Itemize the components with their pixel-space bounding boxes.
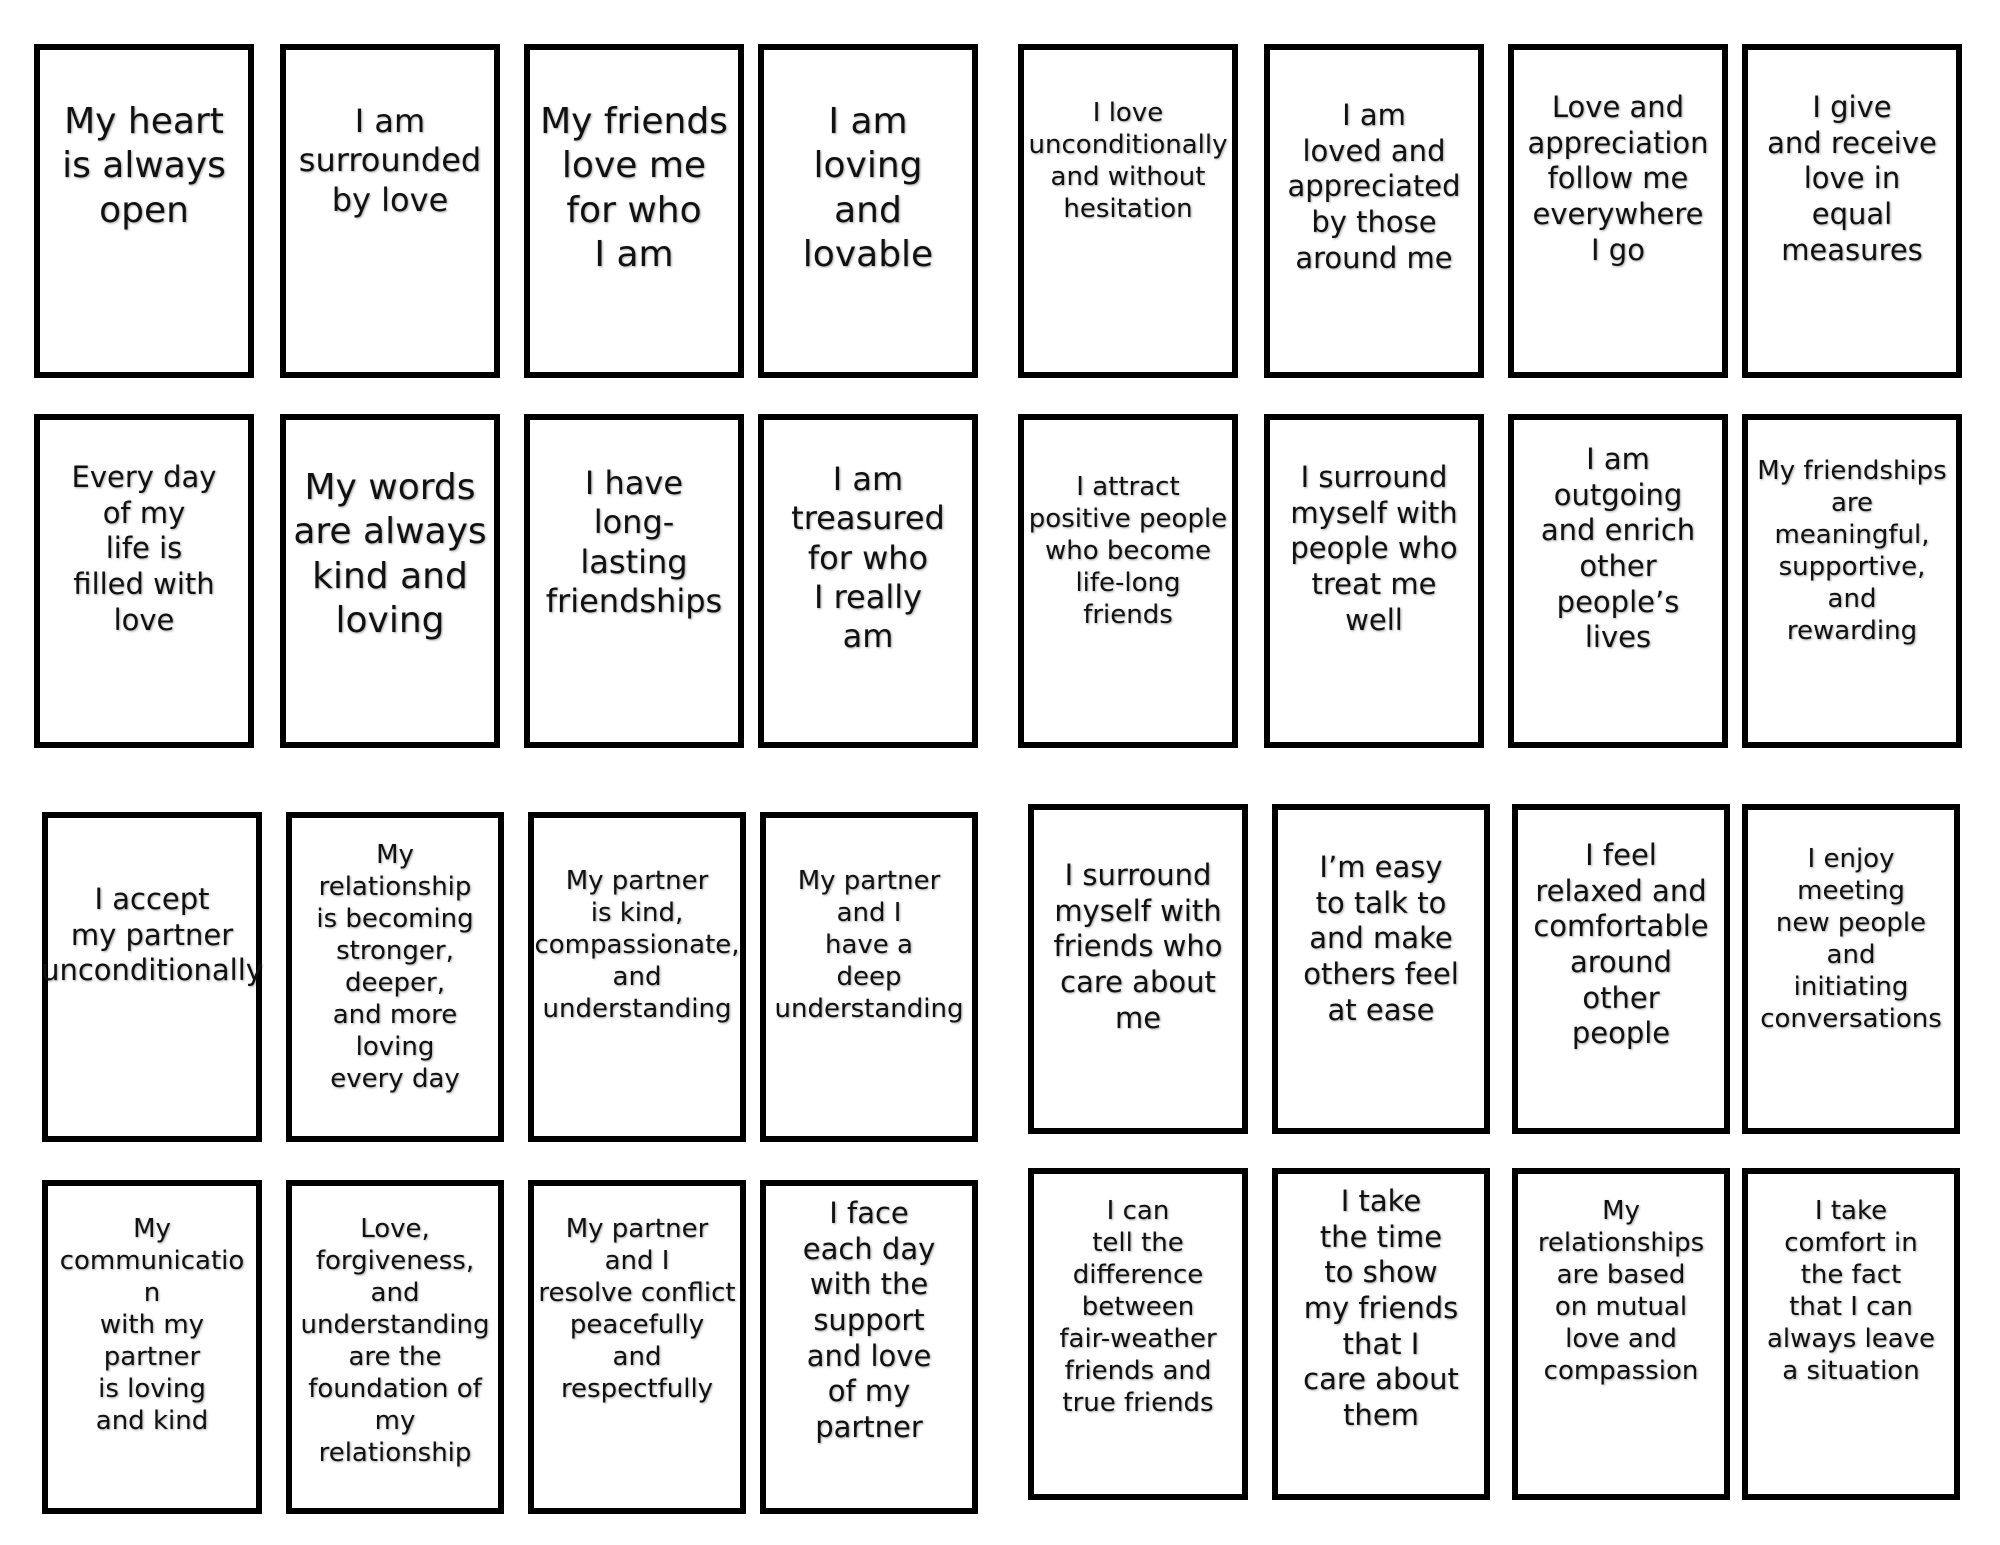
card-text: My partner and I have a deep understanding — [774, 866, 964, 1024]
affirmation-card — [1028, 804, 1248, 1134]
card-text: My friendships are meaningful, supportive, and rewarding — [1757, 456, 1947, 646]
card-text: I am treasured for who I really am — [791, 460, 945, 656]
card-text: I am outgoing and enrich other people’s lives — [1540, 442, 1696, 655]
card-text: I am surrounded by love — [298, 102, 482, 219]
card-text: I can tell the difference between fair-weather friends and true friends — [1059, 1196, 1217, 1418]
affirmation-card — [528, 812, 746, 1142]
card-text: I surround myself with friends who care about me — [1053, 858, 1223, 1035]
affirmation-card — [280, 414, 500, 748]
card-text: My words are always kind and loving — [293, 467, 487, 641]
card-text: My partner and I resolve conflict peacefully and respectfully — [538, 1214, 736, 1404]
affirmation-card — [1512, 804, 1730, 1134]
affirmation-card — [1264, 44, 1484, 378]
affirmation-card — [42, 1180, 262, 1514]
affirmation-card — [286, 1180, 504, 1514]
card-text: My relationships are based on mutual love and compassion — [1537, 1196, 1705, 1386]
card-text: I take comfort in the fact that I can always leave a situation — [1766, 1196, 1936, 1386]
affirmation-card — [34, 44, 254, 378]
card-text: I feel relaxed and comfortable around other people — [1533, 838, 1709, 1051]
card-text: I have long- lasting friendships — [545, 464, 723, 621]
card-text: Love, forgiveness, and understanding are the foundation of my relationship — [300, 1214, 490, 1468]
card-text: I am loving and lovable — [802, 101, 934, 275]
affirmation-card — [1018, 414, 1238, 748]
affirmation-card — [1018, 44, 1238, 378]
card-text: My friends love me for who I am — [540, 101, 728, 275]
affirmation-card — [524, 414, 744, 748]
affirmation-card — [1272, 804, 1490, 1134]
affirmation-card — [1028, 1168, 1248, 1500]
affirmation-card — [1264, 414, 1484, 748]
affirmation-card — [280, 44, 500, 378]
affirmation-card — [528, 1180, 746, 1514]
affirmation-card — [1742, 44, 1962, 378]
card-text: I am loved and appreciated by those around me — [1287, 98, 1461, 275]
affirmation-card — [758, 44, 978, 378]
affirmation-card — [34, 414, 254, 748]
affirmation-card — [1742, 1168, 1960, 1500]
card-text: Love and appreciation follow me everywhere I go — [1527, 90, 1709, 267]
card-text: I surround myself with people who treat me well — [1290, 460, 1458, 637]
affirmation-card — [1742, 414, 1962, 748]
card-text: My relationship is becoming stronger, deeper, and more loving every day — [316, 840, 474, 1094]
card-text: I face each day with the support and love of my partner — [802, 1196, 936, 1444]
affirmation-card — [524, 44, 744, 378]
card-text: I accept my partner unconditionally — [41, 882, 263, 988]
card-text: I give and receive love in equal measures — [1767, 90, 1937, 267]
affirmation-card — [1508, 414, 1728, 748]
card-text: I’m easy to talk to and make others feel at ease — [1303, 850, 1459, 1027]
affirmation-card — [760, 1180, 978, 1514]
affirmation-card — [1272, 1168, 1490, 1500]
card-text: I attract positive people who become life-long friends — [1028, 472, 1228, 630]
card-text: I take the time to show my friends that I care about them — [1303, 1184, 1459, 1432]
affirmation-card — [286, 812, 504, 1142]
card-text: Every day of my life is filled with love — [71, 460, 217, 637]
affirmation-card — [1742, 804, 1960, 1134]
card-text: I enjoy meeting new people and initiating conversations — [1760, 844, 1942, 1034]
affirmation-card — [760, 812, 978, 1142]
card-text: I love unconditionally and without hesitation — [1028, 98, 1228, 224]
card-text: My communicatio n with my partner is loving and kind — [59, 1214, 245, 1436]
affirmation-card — [758, 414, 978, 748]
affirmation-card — [1512, 1168, 1730, 1500]
card-text: My partner is kind, compassionate, and understanding — [534, 866, 740, 1024]
card-text: My heart is always open — [62, 101, 226, 231]
affirmation-card — [1508, 44, 1728, 378]
affirmation-card — [42, 812, 262, 1142]
